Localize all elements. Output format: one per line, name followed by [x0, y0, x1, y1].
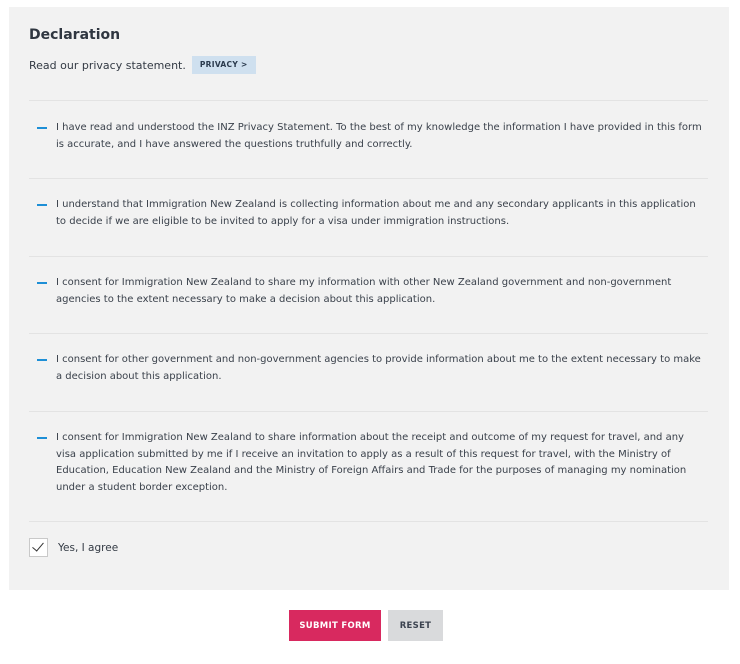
declaration-item-text: I consent for Immigration New Zealand to share information about the receipt and outcome of my request for travel, and any visa application submitted by me if I receive an invitation to apply as a result of this request for travel, with the Ministry of Education, Education New Zealand and the Ministry of Foreign Affairs and Trade for the purposes of managing my nomination under a student border exception. — [56, 432, 687, 493]
declaration-item-text: I consent for Immigration New Zealand to share my information with other New Zealand government and non-government agencies to the extent necessary to make a decision about this application. — [56, 277, 672, 305]
declaration-item-5 — [37, 430, 705, 496]
declaration-item-text: I have read and understood the INZ Privacy Statement. To the best of my knowledge the information I have provided in this form is accurate, and I have answered the questions truthfully and correctly. — [56, 122, 702, 150]
agree-checkbox[interactable] — [29, 538, 48, 557]
dash-icon — [37, 282, 47, 284]
dash-icon — [37, 437, 47, 439]
divider — [29, 178, 708, 179]
divider — [29, 521, 708, 522]
privacy-button[interactable]: PRIVACY > — [192, 56, 256, 74]
form-actions — [289, 610, 443, 641]
declaration-item-3 — [37, 275, 705, 308]
declaration-title: Declaration — [29, 27, 121, 43]
declaration-item-2 — [37, 197, 705, 230]
divider — [29, 256, 708, 257]
divider — [29, 333, 708, 334]
declaration-panel — [9, 7, 729, 590]
agree-row — [29, 538, 118, 557]
declaration-item-1 — [37, 120, 705, 153]
dash-icon — [37, 204, 47, 206]
declaration-item-text: I consent for other government and non-government agencies to provide information about me to the extent necessary to make a decision about this application. — [56, 354, 701, 382]
checkmark-icon — [32, 539, 44, 551]
submit-form-button[interactable]: SUBMIT FORM — [289, 610, 381, 641]
privacy-statement-row — [29, 56, 256, 74]
agree-label[interactable]: Yes, I agree — [58, 541, 119, 554]
reset-button[interactable]: RESET — [388, 610, 443, 641]
divider — [29, 100, 708, 101]
privacy-statement-text: Read our privacy statement. — [29, 58, 186, 72]
dash-icon — [37, 127, 47, 129]
declaration-item-text: I understand that Immigration New Zealand is collecting information about me and any secondary applicants in this application to decide if we are eligible to be invited to apply for a visa under immigration instructions. — [56, 199, 696, 227]
dash-icon — [37, 359, 47, 361]
divider — [29, 411, 708, 412]
declaration-item-4 — [37, 352, 705, 385]
